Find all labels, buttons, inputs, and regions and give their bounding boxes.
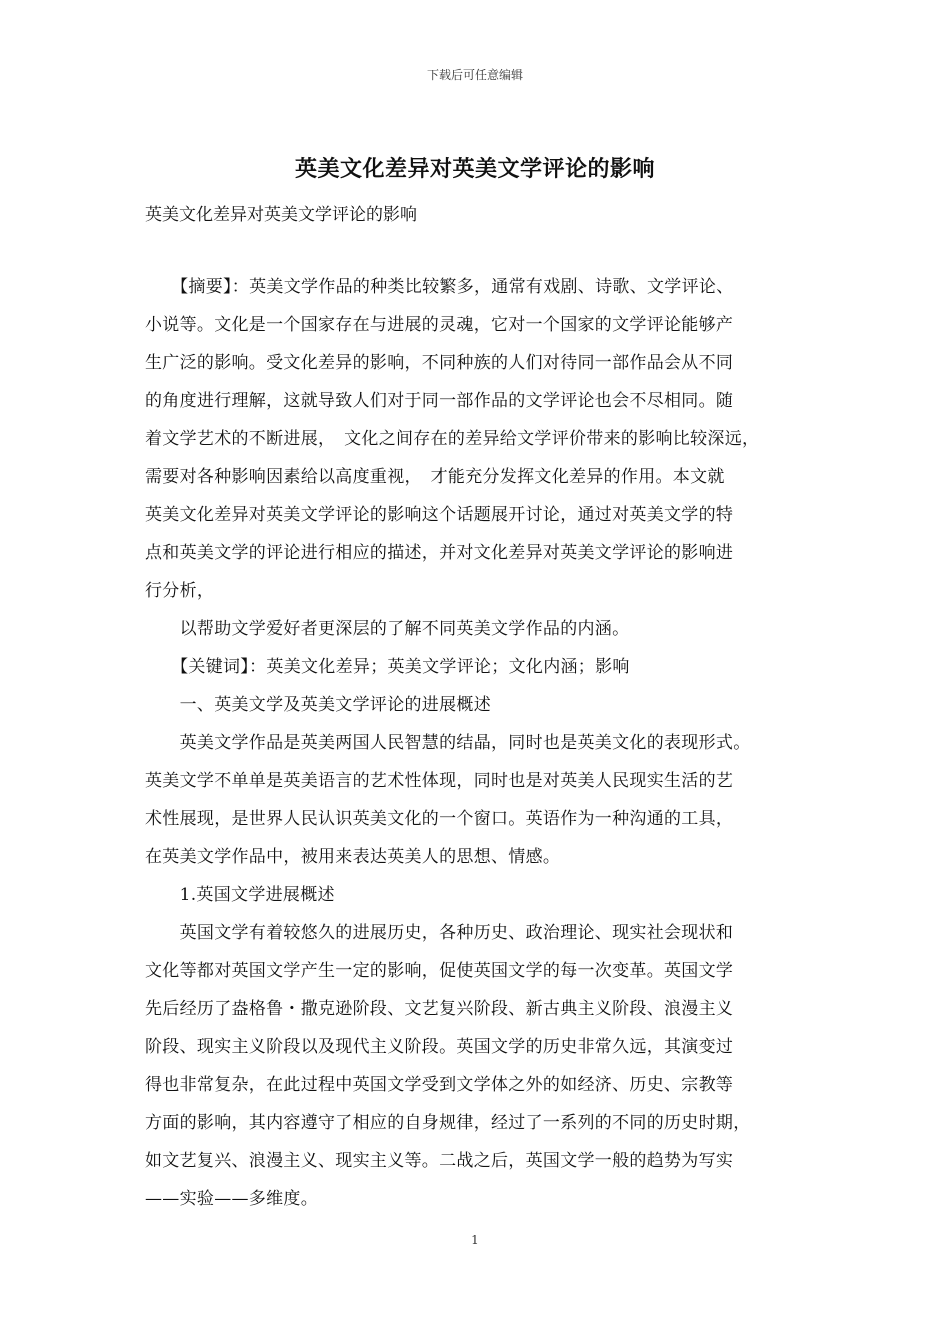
body-line: 【摘要】：英美文学作品的种类比较繁多，通常有戏剧、诗歌、文学评论、 (145, 277, 734, 297)
body-line: 英美文化差异对英美文学评论的影响这个话题展开讨论，通过对英美文学的特 (145, 505, 734, 525)
body-line: 先后经历了盎格鲁・撒克逊阶段、文艺复兴阶段、新古典主义阶段、浪漫主义 (145, 999, 734, 1019)
body-line: 英国文学有着较悠久的进展历史，各种历史、政治理论、现实社会现状和 (145, 923, 734, 943)
body-line: 行分析， (145, 581, 215, 601)
page-header: 下载后可任意编辑 (426, 68, 523, 82)
body-line: 小说等。文化是一个国家存在与进展的灵魂，它对一个国家的文学评论能够产 (145, 315, 734, 335)
body-line: 方面的影响，其内容遵守了相应的自身规律，经过了一系列的不同的历史时期， (145, 1113, 751, 1133)
body-line: 生广泛的影响。受文化差异的影响，不同种族的人们对待同一部作品会从不同 (145, 353, 734, 373)
body-line: 需要对各种影响因素给以高度重视， 才能充分发挥文化差异的作用。本文就 (145, 467, 725, 487)
document-title: 英美文化差异对英美文学评论的影响 (294, 156, 655, 182)
body-line: 一、英美文学及英美文学评论的进展概述 (145, 695, 491, 715)
body-line: 的角度进行理解，这就导致人们对于同一部作品的文学评论也会不尽相同。随 (145, 391, 734, 411)
body-line: 英美文学不单单是英美语言的艺术性体现，同时也是对英美人民现实生活的艺 (145, 771, 734, 791)
body-line: 术性展现，是世界人民认识英美文化的一个窗口。英语作为一种沟通的工具， (145, 809, 734, 829)
body-line: 如文艺复兴、浪漫主义、现实主义等。二战之后，英国文学一般的趋势为写实 (145, 1151, 734, 1171)
body-line: 文化等都对英国文学产生一定的影响，促使英国文学的每一次变革。英国文学 (145, 961, 734, 981)
body-line: 着文学艺术的不断进展， 文化之间存在的差异给文学评价带来的影响比较深远， (145, 429, 760, 449)
body-line: 【关键词】：英美文化差异；英美文学评论；文化内涵；影响 (145, 657, 630, 677)
page-number: 1 (471, 1233, 479, 1247)
body-line: 英美文学作品是英美两国人民智慧的结晶，同时也是英美文化的表现形式。 (145, 733, 751, 753)
body-line: 阶段、现实主义阶段以及现代主义阶段。英国文学的历史非常久远，其演变过 (145, 1037, 734, 1057)
body-line: 在英美文学作品中，被用来表达英美人的思想、情感。 (145, 847, 561, 867)
body-line: ——实验——多维度。 (145, 1189, 318, 1209)
body-line: 以帮助文学爱好者更深层的了解不同英美文学作品的内涵。 (145, 619, 630, 639)
body-line: 得也非常复杂，在此过程中英国文学受到文学体之外的如经济、历史、宗教等 (145, 1075, 734, 1095)
document-subtitle: 英美文化差异对英美文学评论的影响 (145, 205, 417, 225)
body-line: 点和英美文学的评论进行相应的描述，并对文化差异对英美文学评论的影响进 (145, 543, 734, 563)
body-line: 1.英国文学进展概述 (145, 885, 335, 905)
